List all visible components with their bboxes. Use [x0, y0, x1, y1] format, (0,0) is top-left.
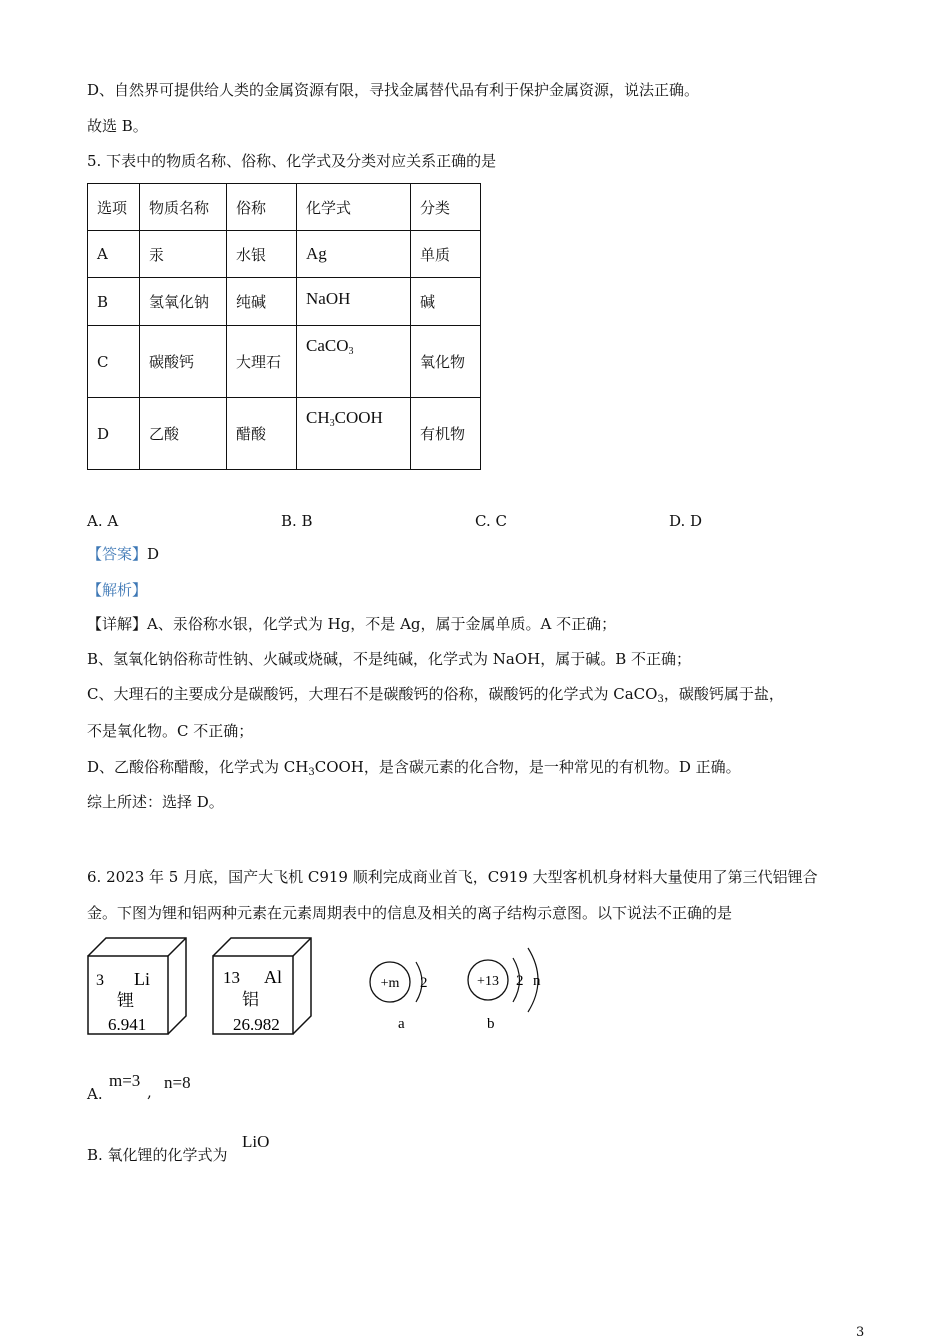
table-cell-common-name: 纯碱	[227, 278, 297, 326]
ion-a-label: a	[398, 1016, 405, 1032]
formula-main: CaCO	[306, 336, 349, 355]
table-cell-category: 单质	[411, 231, 481, 278]
table-header-cell: 物质名称	[140, 184, 227, 231]
question-6-stem-line1: 6. 2023 年 5 月底，国产大飞机 C919 顺利完成商业首飞，C919 大型客机机身材料大量使用了第三代铝锂合	[87, 868, 818, 886]
table-header-cell: 分类	[411, 184, 481, 231]
explanation-line	[87, 758, 741, 778]
question-6-stem-line2: 金。下图为锂和铝两种元素在元素周期表中的信息及相关的离子结构示意图。以下说法不正确的是	[87, 904, 733, 922]
table-cell-formula	[297, 326, 411, 398]
table-cell-formula	[297, 398, 411, 470]
option-b-text: B. 氧化锂的化学式为	[87, 1146, 228, 1164]
table-cell-name: 氢氧化钠	[140, 278, 227, 326]
summary-line: 综上所述：选择 D。	[87, 793, 224, 811]
explanation-line: 不是氧化物。C 不正确；	[87, 722, 254, 740]
formula-text: Ag	[306, 244, 327, 263]
option-a-label: A.	[87, 1085, 103, 1103]
formula-subscript: 3	[348, 346, 354, 357]
aluminum-symbol: Al	[264, 967, 282, 987]
table-row	[88, 398, 481, 470]
choice-b: B. B	[281, 512, 313, 530]
choice-c: C. C	[475, 512, 507, 530]
table-cell-option: C	[88, 326, 140, 398]
table-cell-category: 氧化物	[411, 326, 481, 398]
page-number: 3	[856, 1325, 865, 1340]
explanation-text: A、汞俗称水银，化学式为 Hg，不是 Ag，属于金属单质。A 不正确；	[147, 615, 617, 633]
table-cell-name: 碳酸钙	[140, 326, 227, 398]
formula-subscript: 3	[657, 694, 664, 705]
table-cell-name: 汞	[140, 231, 227, 278]
explanation-line	[87, 617, 616, 632]
table-header-cell: 化学式	[297, 184, 411, 231]
explanation-text: D、乙酸俗称醋酸，化学式为 CH	[87, 758, 309, 776]
answer-tag: 【答案】	[87, 545, 148, 563]
table-cell-name: 乙酸	[140, 398, 227, 470]
lithium-symbol: Li	[134, 969, 150, 989]
table-cell-option: A	[88, 231, 140, 278]
choice-d: D. D	[669, 512, 703, 530]
aluminum-atomic-mass: 26.982	[233, 1015, 280, 1034]
element-info-figure	[84, 934, 554, 1044]
table-cell-formula	[297, 231, 411, 278]
detail-tag: 【详解】	[87, 615, 148, 633]
option-b-formula: LiO	[242, 1132, 270, 1151]
option-a-comma: ,	[147, 1083, 152, 1101]
table-cell-common-name: 醋酸	[227, 398, 297, 470]
table-cell-formula	[297, 278, 411, 326]
table-row	[88, 231, 481, 278]
question-5-stem: 5. 下表中的物质名称、俗称、化学式及分类对应关系正确的是	[87, 152, 497, 170]
ion-b-inner-shell-electrons: 2	[516, 973, 524, 989]
text-line-d-conclusion: D、自然界可提供给人类的金属资源有限，寻找金属替代品有利于保护金属资源，说法正确。	[87, 81, 700, 99]
ion-a-nucleus-charge: +m	[380, 976, 400, 991]
table-header-row	[88, 184, 481, 231]
table-cell-option: B	[88, 278, 140, 326]
table-header-cell: 选项	[88, 184, 140, 231]
ion-b-nucleus-charge: +13	[477, 974, 499, 989]
analysis-tag: 【解析】	[87, 581, 148, 599]
lithium-atomic-mass: 6.941	[108, 1015, 147, 1034]
ion-b-outer-shell-electrons: n	[533, 973, 541, 989]
table-row	[88, 326, 481, 398]
formula-main: CH	[306, 408, 330, 427]
explanation-text: COOH，是含碳元素的化合物，是一种常见的有机物。D 正确。	[314, 758, 741, 776]
text-line-choose-b: 故选 B。	[87, 117, 148, 135]
table-cell-category: 有机物	[411, 398, 481, 470]
ion-b-label: b	[487, 1016, 495, 1032]
table-header-cell: 俗称	[227, 184, 297, 231]
answer-line	[87, 547, 159, 562]
ion-a-shell-electrons: 2	[420, 975, 428, 991]
explanation-line: B、氢氧化钠俗称苛性钠、火碱或烧碱，不是纯碱，化学式为 NaOH，属于碱。B 不正确；	[87, 650, 692, 668]
aluminum-atomic-number: 13	[223, 968, 240, 987]
formula-text	[306, 408, 383, 427]
explanation-line	[87, 685, 784, 705]
explanation-text: ，碳酸钙属于盐，	[663, 685, 784, 703]
question-5-table	[87, 183, 481, 470]
formula-subscript: 3	[308, 767, 315, 778]
aluminum-name: 铝	[242, 990, 259, 1010]
table-cell-option: D	[88, 398, 140, 470]
choice-a: A. A	[87, 512, 119, 530]
table-row	[88, 278, 481, 326]
formula-subscript: 3	[329, 418, 335, 429]
answer-value: D	[147, 545, 160, 563]
formula-text	[306, 336, 354, 355]
table-cell-common-name: 水银	[227, 231, 297, 278]
table-cell-category: 碱	[411, 278, 481, 326]
lithium-name: 锂	[117, 991, 134, 1011]
formula-main: COOH	[334, 408, 383, 427]
option-a-n-value: n=8	[164, 1073, 191, 1092]
table-cell-common-name: 大理石	[227, 326, 297, 398]
option-a-m-value: m=3	[109, 1071, 141, 1090]
formula-text: NaOH	[306, 288, 351, 308]
explanation-text: C、大理石的主要成分是碳酸钙，大理石不是碳酸钙的俗称，碳酸钙的化学式为 CaCO	[87, 685, 658, 703]
lithium-atomic-number: 3	[96, 972, 104, 989]
